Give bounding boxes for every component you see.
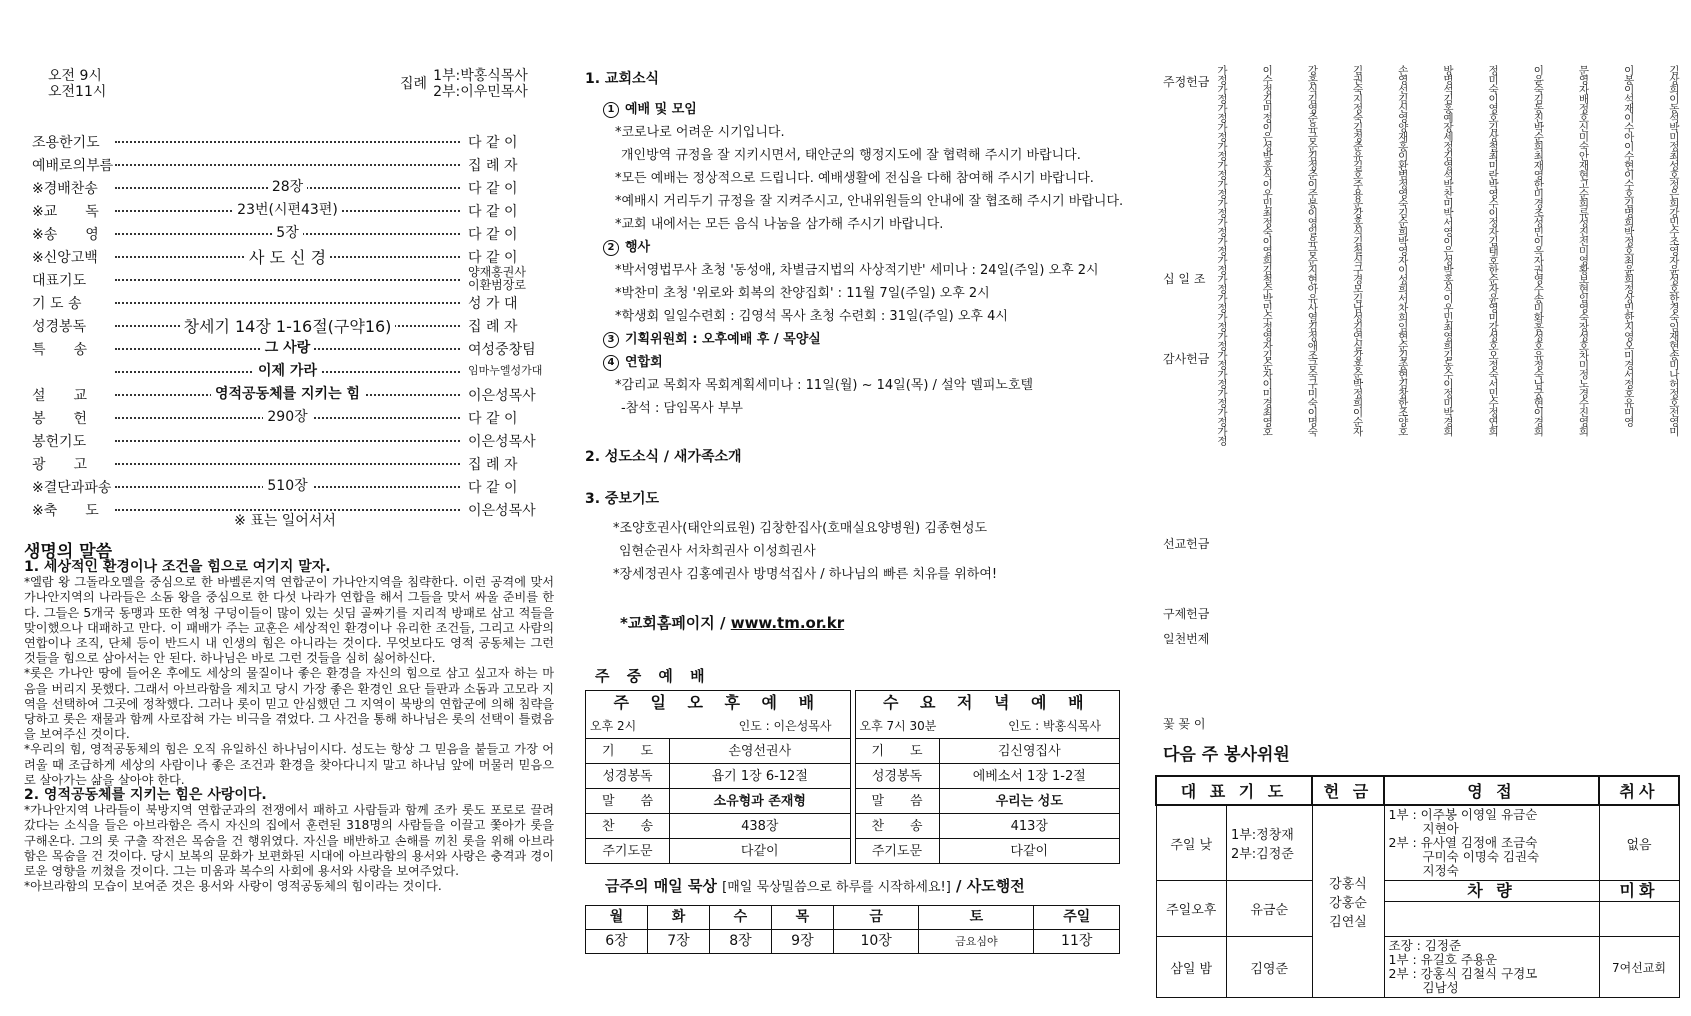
weekday-value: 438장 [670, 814, 851, 839]
weekday-row [586, 789, 1120, 814]
offering-names-column: 김권숙지정숙김정준유길호주용운강홍식김철식구경모김남성김연실강홍순박정희이순자 [1351, 65, 1364, 436]
stand-note: ※ 표는 일어서서 [234, 513, 336, 529]
order-item-content: 5장 [115, 222, 460, 242]
meditation-day: 수 [709, 906, 771, 930]
order-item-content: 이제 가라 [115, 360, 460, 380]
news-sub-title: 기획위원회 : 오후예배 후 / 목양실 [625, 332, 821, 347]
weekday-label: 성경봉독 [586, 764, 670, 789]
meditation-day: 토 [919, 906, 1034, 930]
next-row-label: 주일오후 [1156, 881, 1226, 937]
weekday-value: 김신영집사 [939, 739, 1120, 764]
offering-category: 십 일 조 [1163, 272, 1206, 286]
meditation-chapter: 7장 [647, 930, 709, 954]
order-item-content: 사 도 신 경 [115, 245, 460, 268]
meditation-chapter: 금요심야 [919, 930, 1034, 954]
order-item-name: 설 교 [32, 388, 88, 404]
weekday-value: 소유형과 존재형 [670, 789, 851, 814]
order-item-leader: 다 같 이 [468, 204, 518, 220]
order-item-leader: 다 같 이 [468, 227, 518, 243]
weekday-value: 에베소서 1장 1-2절 [939, 764, 1120, 789]
wednesday-time-lead: 오후 7시 30분 인도 : 박홍식목사 [855, 715, 1120, 739]
weekday-label: 기 도 [855, 739, 939, 764]
beauty-header: 미화 [1600, 881, 1679, 902]
prayer-item: 임현순권사 서차희권사 이성희권사 [619, 544, 816, 559]
offering-names-column: 정미숙이영호김상철최미란박영수이정자김태호한순자윤영미강성호오정숙서민수정연희 [1487, 65, 1500, 436]
offering-names-column: 손영선김신영양재홍이환범정영숙김순희박영자이성희서차희임현순김종현김창한조양호 [1396, 65, 1409, 436]
order-row [20, 153, 550, 176]
order-row [20, 222, 550, 245]
order-row [20, 475, 550, 498]
order-row [20, 360, 550, 383]
car-header: 차 량 [1385, 881, 1599, 902]
service-time-1: 오전 9시 [48, 68, 102, 84]
sermon-paragraph: *우리의 힘, 영적공동체의 힘은 오직 유일하신 하나님이시다. 성도는 항상 그 믿음을 붙들고 가장 어려울 때 조급하게 세상의 사람이나 좋은 조건과 환경을 찾아다니지 말고 하나님 앞에 머물러 믿음으로 살아가는 삶을 살아야 한다. [24, 742, 554, 787]
leader-dots [115, 279, 460, 281]
order-row [20, 383, 550, 406]
order-list [20, 130, 550, 521]
weekday-label: 주기도문 [586, 839, 670, 864]
weekday-label: 성경봉독 [855, 764, 939, 789]
news-item: *박서영법무사 초청 '동성애, 차별금지법의 사상적기반' 세미나 : 24일(주일) 오후 2시 [615, 263, 1099, 278]
order-item-name: 봉 헌 [32, 411, 88, 427]
wednesday-evening-title: 수 요 저 녁 예 배 [855, 691, 1120, 715]
service-times [48, 68, 106, 100]
meditation-chapter: 10장 [833, 930, 919, 954]
order-item-leader: 다 같 이 [468, 135, 518, 151]
weekday-row [586, 739, 1120, 764]
meditation-chapter: 11장 [1034, 930, 1120, 954]
news-item: *예배시 거리두기 규정을 잘 지켜주시고, 안내위원들의 안내에 잘 협조해 주시기 바랍니다. [615, 194, 1124, 209]
order-item-name: ※송 영 [32, 227, 99, 243]
sermon-heading-1: 1. 세상적인 환경이나 조건을 힘으로 여기지 말자. [24, 559, 331, 575]
offering-names-column: 이윤숙김동진박순희최재영한미경조성민이옥자권영수송미화홍성호유정숙남궁현이경희 [1532, 65, 1545, 436]
offering-category: 선교헌금 [1163, 537, 1210, 551]
circled-number-icon: 1 [603, 102, 619, 118]
offering-names-column: 가정가정가정가정가정가정가정가정가정가정가정가정가정가정가정가정가정가정가정가정 [1216, 65, 1228, 445]
offering-names-column: 이수정김미정이은성박홍식이우민최정숙이영희김철수박민수정영자김순자이미경최영호 [1261, 65, 1274, 436]
weekday-value: 손영선권사 [670, 739, 851, 764]
next-offering-header: 헌 금 [1312, 776, 1384, 805]
presider-2: 2부:이우민목사 [433, 84, 528, 100]
news-item: *박찬미 초청 '위로와 회복의 찬양집회' : 11월 7일(주일) 오후 2시 [615, 286, 990, 301]
order-item-leader: 이은성목사 [468, 503, 536, 519]
meditation-day: 금 [833, 906, 919, 930]
order-row [20, 130, 550, 153]
order-row [20, 337, 550, 360]
order-item-leader: 다 같 이 [468, 411, 518, 427]
order-item-leader: 다 같 이 [468, 250, 518, 266]
next-week-table [1155, 775, 1680, 998]
next-cooking: 없음 [1599, 805, 1679, 881]
order-item-leader: 성 가 대 [468, 296, 518, 312]
order-item-content: 그 사랑 [115, 337, 460, 357]
news-sub-title: 연합회 [625, 355, 663, 370]
leader-dots [115, 164, 460, 166]
meditation-chapter: 9장 [771, 930, 833, 954]
car-cell [1384, 881, 1599, 937]
news-item: *학생회 일일수련회 : 김영석 목사 초청 수련회 : 31일(주일) 오후 4시 [615, 309, 1008, 324]
leader-dots [115, 440, 460, 442]
sunday-afternoon-title: 주 일 오 후 예 배 [586, 691, 851, 715]
order-item-name: ※경배찬송 [32, 181, 98, 197]
circled-number-icon: 2 [603, 240, 619, 256]
offering-category: 구제헌금 [1163, 607, 1210, 621]
prayer-item: *조양호권사(태안의료원) 김창한집사(호매실요양병원) 김종현성도 [613, 521, 988, 536]
next-offering: 강홍식 강홍순 김연실 [1312, 805, 1384, 998]
order-item-name: 예배로의부름 [32, 158, 114, 174]
order-item-name: ※결단과파송 [32, 480, 112, 496]
beauty-assign: 7여선교회 [1599, 937, 1679, 998]
order-item-leader: 다 같 이 [468, 480, 518, 496]
order-item-content: 28장 [115, 176, 460, 196]
order-item-leader: 임마누엘성가대 [468, 364, 543, 377]
car-assign: 조장 : 김정준 1부 : 유길호 주용운 2부 : 강홍식 김철식 구경모 김남성 [1384, 937, 1599, 998]
next-cooking-header: 취사 [1599, 776, 1679, 805]
leader-dots [115, 463, 460, 465]
news-item: 개인방역 규정을 잘 지키시면서, 태안군의 행정지도에 잘 협력해 주시기 바랍니다. [621, 148, 1081, 163]
weekday-label: 말 씀 [855, 789, 939, 814]
order-item-name: 조용한기도 [32, 135, 100, 151]
weekday-title: 주 중 예 배 [595, 667, 711, 685]
order-row [20, 176, 550, 199]
order-item-name: 기 도 송 [32, 296, 82, 312]
order-row [20, 406, 550, 429]
news-item: *감리교 목회자 목회계획세미나 : 11일(월) ~ 14일(목) / 설악 델피노호텔 [615, 378, 1034, 393]
meditation-note: [매일 묵상밀씀으로 하루를 시작하세요!] [722, 880, 951, 895]
meditation-day: 목 [771, 906, 833, 930]
order-row [20, 314, 550, 337]
next-row-prayer: 유금순 [1226, 881, 1312, 937]
offering-names-column: 강홍식김영준유금순김정준이주봉이영일유금순지현아유사열김정애조금숙구미숙이명숙 [1306, 65, 1319, 436]
offering-category: 꽃 꽂 이 [1163, 717, 1206, 731]
order-row [20, 291, 550, 314]
sermon-heading-2: 2. 영적공동체를 지키는 힘은 사랑이다. [24, 787, 267, 804]
weekday-value: 우리는 성도 [939, 789, 1120, 814]
next-row-label: 삼일 밤 [1156, 937, 1226, 998]
weekday-label: 찬 송 [586, 814, 670, 839]
news-section-1 [585, 68, 659, 91]
news-heading: 2. 성도소식 / 새가족소개 [585, 449, 742, 465]
order-row [20, 199, 550, 222]
order-item-content: 510장 [115, 475, 460, 495]
news-section-2 [585, 446, 742, 469]
order-item-leader: 이은성목사 [468, 434, 536, 450]
offering-names-column: 김상희이동석박미정최성호정은희강민수조영자윤성호한경숙임재현송미나허정호전영미 [1667, 65, 1680, 436]
sermon-paragraph: *롯은 가나안 땅에 들어온 후에도 세상의 물질이나 좋은 환경을 자신의 힘으로 삼고 싶고자 하는 마음을 버리지 못했다. 그래서 아브라함을 제치고 당시 가장 좋은 환경인 요단 들판과 소돔과 고모라 지역을 선택하여 그곳에 정착했다. 그러나 롯이 믿고 안심했던 그 지역이 북방의 연합군에 의해 침략을 당하고 롯은 재물과 함께 사로잡혀 가는 비극을 겪었다. 그 사건을 통해 하나님은 롯의 선택이 틀렸음을 보여주신 것이다. [24, 666, 554, 742]
order-item-leader: 다 같 이 [468, 181, 518, 197]
weekday-table [585, 690, 1120, 864]
order-row [20, 452, 550, 475]
meditation-title: 금주의 매일 묵상 [매일 묵상밀씀으로 하루를 시작하세요!] / 사도행전 [605, 877, 1025, 895]
news-heading: 1. 교회소식 [585, 71, 660, 87]
order-row [20, 265, 550, 292]
order-item-content: 창세기 14장 1-16절(구약16) [115, 314, 460, 337]
leader-dots [115, 141, 460, 143]
next-row-label: 주일 낮 [1156, 805, 1226, 881]
presider-block [400, 68, 528, 100]
order-item-name: 봉헌기도 [32, 434, 87, 450]
order-item-name: ※교 독 [32, 204, 99, 220]
offering-names-column: 이봉이석재이수아이수현이수호김명희박정호최윤희정상민한지영오미경서정호유미영 [1622, 65, 1635, 426]
weekday-label: 찬 송 [855, 814, 939, 839]
news-item: *교회 내에서는 모든 음식 나눔을 삼가해 주시기 바랍니다. [615, 217, 944, 232]
order-item-leader: 이은성목사 [468, 388, 536, 404]
order-item-content: 290장 [115, 406, 460, 426]
weekday-value: 413장 [939, 814, 1120, 839]
offering-names-column: 방명석김홍예장세정김영석박찬미박서영이은성박홍식이우민최영희김동수이정미박경희 [1441, 65, 1454, 436]
circled-number-icon: 4 [603, 355, 619, 371]
weekday-label: 주기도문 [855, 839, 939, 864]
order-item-content: 영적공동체를 지키는 힘 [115, 383, 460, 403]
service-time-2: 오전11시 [48, 84, 107, 100]
weekday-label: 말 씀 [586, 789, 670, 814]
news-item: -참석 : 담임목사 부부 [621, 401, 743, 416]
next-welcome-header: 영 접 [1384, 776, 1599, 805]
next-prayer-header: 대 표 기 도 [1156, 776, 1312, 805]
next-row-prayer: 1부:정창재 2부:김정준 [1226, 805, 1312, 881]
meditation-chapter: 6장 [586, 930, 648, 954]
homepage [620, 612, 844, 635]
sermon-paragraph: *아브라함의 모습이 보여준 것은 용서와 사랑이 영적공동체의 힘이라는 것이다. [24, 879, 442, 894]
weekday-row [586, 839, 1120, 864]
next-week-title: 다음 주 봉사위원 [1163, 745, 1290, 765]
news-item: *모든 예배는 정상적으로 드립니다. 예배생활에 전심을 다해 참여해 주시기 바랍니다. [615, 171, 1094, 186]
offering-list [1155, 65, 1680, 735]
weekday-value: 다같이 [670, 839, 851, 864]
news-section-3 [585, 488, 1145, 586]
offering-names-column: 문영자배정호신미숙안재현고순희류성진전미영황보현임영숙장성호차미정노경수진영희 [1577, 65, 1590, 436]
order-item-name: ※신앙고백 [32, 250, 98, 266]
meditation-day: 화 [647, 906, 709, 930]
prayer-item: *장세정권사 김홍예권사 방명석집사 / 하나님의 빠른 치유를 위하여! [613, 567, 998, 582]
sermon-title: 생명의 말씀 [24, 542, 113, 562]
beauty-cell [1599, 881, 1679, 937]
news-sub-title: 행사 [625, 240, 651, 255]
meditation-day: 주일 [1034, 906, 1120, 930]
weekday-value: 다같이 [939, 839, 1120, 864]
presider-label: 집례 [400, 76, 428, 92]
news-sub-title: 예배 및 모임 [625, 102, 697, 117]
offering-name-columns [1215, 65, 1680, 735]
sermon-paragraph: *엘람 왕 그돌라오멜을 중심으로 한 바벨론지역 연합군이 가나안지역을 침략한다. 이런 공격에 맞서 가나안지역의 나라들은 소돔 왕을 중심으로 한 다섯 나라가 연합을 해서 그들을 맞서 싸울 준비를 한다. 그들은 5개국 동맹과 또한 역청 구덩이들이 많이 있는 싯딤 골짜기를 지리적 방패로 삼고 적들을 맞이했으나 대패하고 만다. 이 패배가 주는 교훈은 세상적인 환경이나 유리한 조건들, 그리고 사람의 연합이나 조직, 단체 등이 반드시 내 인생의 힘은 아니라는 것이다. 무엇보다도 영적 공동체는 그런 것들을 힘으로 삼아서는 안 된다. 하나님은 바로 그런 것들을 심히 싫어하신다. [24, 575, 554, 666]
sermon-body [24, 560, 554, 894]
order-item-name: 광 고 [32, 457, 88, 473]
next-row-prayer: 김영준 [1226, 937, 1312, 998]
homepage-link[interactable]: www.tm.or.kr [730, 614, 845, 632]
weekday-row [586, 814, 1120, 839]
weekday-row [586, 764, 1120, 789]
order-item-leader: 집 례 자 [468, 319, 518, 335]
order-item-name: 성경봉독 [32, 319, 87, 335]
offering-category: 감사헌금 [1163, 352, 1210, 366]
circled-number-icon: 3 [603, 332, 619, 348]
meditation-table [585, 905, 1120, 954]
meditation-book: / 사도행전 [956, 877, 1025, 895]
meditation-day: 월 [586, 906, 648, 930]
order-item-name: 대표기도 [32, 273, 87, 289]
sermon-paragraph: *가나안지역 나라들이 북방지역 연합군과의 전쟁에서 패하고 사람들과 함께 조카 롯도 포로로 끌려갔다는 소식을 들은 아브라함은 즉시 자신의 집에서 훈련된 318명의 사람들을 이끌고 쫓아가 롯을 구해온다. 그의 롯 구출 작전은 목숨을 건 행위였다. 자신을 배반하고 손해를 끼친 롯을 위해 아브라함은 목숨을 건 것이다. 당시 보복의 문화가 보편화된 시대에 아브라함의 용서와 사랑은 충격과 경이로운 영향을 끼쳤을 것이다. 그는 미움과 복수의 사회에 용서와 사랑을 보여주었다. [24, 803, 554, 879]
weekday-label: 기 도 [586, 739, 670, 764]
news-heading: 3. 중보기도 [585, 491, 660, 507]
order-item-leader: 집 례 자 [468, 457, 518, 473]
order-item-content: 23번(시편43편) [115, 199, 460, 219]
order-item-name: 특 송 [32, 342, 88, 358]
order-item-leader: 집 례 자 [468, 158, 518, 174]
order-item-leader: 양재홍권사 이환범장로 [468, 265, 526, 292]
sunday-time-lead: 오후 2시 인도 : 이은성목사 [586, 715, 851, 739]
news-item: *코로나로 어려운 시기입니다. [615, 125, 785, 140]
weekday-value: 욥기 1장 6-12절 [670, 764, 851, 789]
news-worship [603, 98, 1148, 420]
homepage-label: *교회홈페이지 / [620, 614, 731, 632]
order-item-leader: 여성중창팀 [468, 342, 536, 358]
next-welcome: 1부 : 이주봉 이영일 유금순 지현아 2부 : 유사열 김정애 조금숙 구미숙 이명숙 김권숙 지정숙 [1384, 805, 1599, 881]
presider-1: 1부:박홍식목사 [433, 68, 528, 84]
leader-dots [115, 302, 460, 304]
order-row [20, 429, 550, 452]
offering-category: 일천번제 [1163, 632, 1210, 646]
offering-category: 주정헌금 [1163, 75, 1210, 89]
order-item-name: ※축 도 [32, 503, 99, 519]
meditation-chapter: 8장 [709, 930, 771, 954]
